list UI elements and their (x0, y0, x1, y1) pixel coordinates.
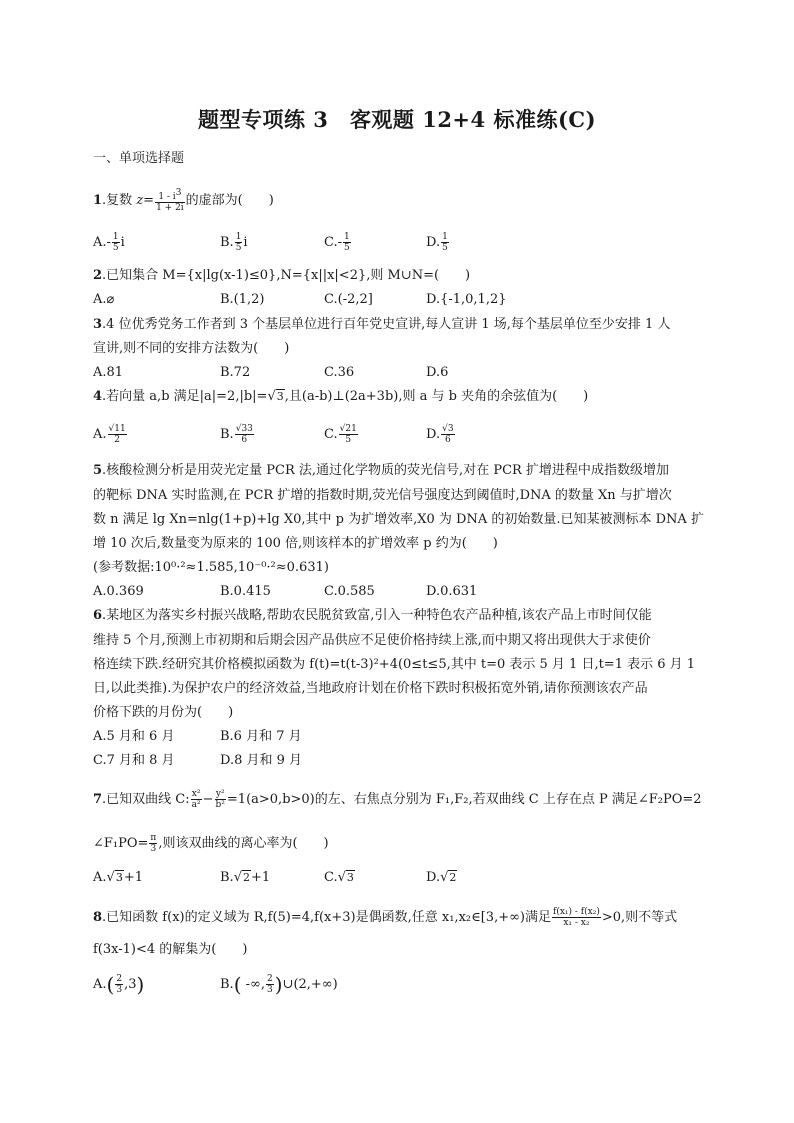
question-8-option-a: A.( $\frac{2}{3}$ ,3) (93, 972, 145, 997)
question-3-option-a: A.81 (93, 365, 124, 380)
question-5-line-4: 增 10 次后,数量变为原来的 100 倍,则该样本的扩增效率 p 约为( ) (93, 536, 498, 551)
question-5-option-c: C.0.585 (324, 584, 375, 599)
question-1-option-b: B. $\frac{1}{5}$ i (220, 232, 248, 253)
question-3-option-c: C.36 (324, 365, 355, 380)
question-2-stem: 2.已知集合 M={x|lg(x-1)≤0},N={x||x|<2},则 M∪N=( ) (93, 268, 471, 283)
question-7-option-b: B.√2+1 (220, 870, 271, 885)
question-6-line-4: 日,以此类推).为保护农户的经济效益,当地政府计划在价格下跌时积极拓宽外销,请你预测该农产品 (93, 681, 648, 696)
question-1-option-a: A.- $\frac{1}{5}$ i (93, 232, 125, 253)
question-3-option-d: D.6 (426, 365, 449, 380)
question-3-line-2: 宣讲,则不同的安排方法数为( ) (93, 341, 290, 356)
question-2-option-c: C.(-2,2] (324, 292, 373, 307)
question-4-option-c: C. $\frac{√21}{5}$ (324, 424, 357, 445)
question-5-line-2: 的靶标 DNA 实时监测,在 PCR 扩增的指数时期,荧光信号强度达到阈值时,DNA 的数量 Xn 与扩增次 (93, 488, 672, 503)
question-7-line-1: 7.已知双曲线 C: $\frac{\text{x²}}{\text{a²}}$ − $\frac{\text{y²}}{\text{b²}}$ =1(a>0,b>0)的左、右焦点分别为 F₁,F₂,若双曲线 C 上存在点 P 满足∠F₂PO=2 (93, 789, 702, 810)
question-1-stem: 1.复数 z= $\frac{1 - i^3}{1 + 2i}$ 的虚部为( ) (93, 188, 274, 213)
question-2-option-d: D.{-1,0,1,2} (426, 292, 507, 307)
question-6-line-1: 6.某地区为落实乡村振兴战略,帮助农民脱贫致富,引入一种特色农产品种植,该农产品上市时间仅能 (93, 608, 652, 623)
question-4-option-d: D. $\frac{√3}{6}$ (426, 424, 454, 445)
question-3-option-b: B.72 (220, 365, 251, 380)
question-7-option-c: C.√3 (324, 870, 354, 885)
question-3-line-1: 3.4 位优秀党务工作者到 3 个基层单位进行百年党史宣讲,每人宣讲 1 场,每个基层单位至少安排 1 人 (93, 317, 671, 332)
question-8-line-2: f(3x-1)<4 的解集为( ) (93, 942, 248, 957)
question-1-option-d: D. $\frac{1}{5}$ (426, 232, 448, 253)
question-6-option-c: C.7 月和 8 月 (93, 753, 175, 768)
question-5-option-d: D.0.631 (426, 584, 478, 599)
question-1-option-c: C.- $\frac{1}{5}$ (324, 232, 350, 253)
question-5-option-a: A.0.369 (93, 584, 144, 599)
section-heading: 一、单项选择题 (93, 151, 185, 166)
page-title: 题型专项练 3 客观题 12+4 标准练(C) (197, 107, 597, 132)
question-6-option-d: D.8 月和 9 月 (220, 753, 303, 768)
question-5-line-3: 数 n 满足 lg Xn=nlg(1+p)+lg X0,其中 p 为扩增效率,X0 为 DNA 的初始数量.已知某被测标本 DNA 扩 (93, 512, 704, 527)
q1-fraction: $\frac{1 - i^3}{1 + 2i}$ (156, 188, 184, 213)
question-6-option-a: A.5 月和 6 月 (93, 729, 175, 744)
question-2-option-b: B.(1,2) (220, 292, 265, 307)
question-2-option-a: A.⌀ (93, 292, 115, 307)
question-4-option-a: A. $\frac{√11}{2}$ (93, 424, 126, 445)
question-7-line-2: ∠F₁PO= $\frac{\pi}{3}$ ,则该双曲线的离心率为( ) (93, 833, 329, 854)
question-4-stem: 4.若向量 a,b 满足|a|=2,|b|=√3,且(a-b)⊥(2a+3b),则 a 与 b 夹角的余弦值为( ) (93, 389, 589, 404)
question-8-line-1: 8.已知函数 f(x)的定义域为 R,f(5)=4,f(x+3)是偶函数,任意 x₁,x₂∈[3,+∞)满足 $\frac{\text{f(x₁) - f(x₂)}}{\text{x₁ - x₂}}$ >0,则不等式 (93, 907, 678, 928)
question-5-line-1: 5.核酸检测分析是用荧光定量 PCR 法,通过化学物质的荧光信号,对在 PCR 扩增进程中成指数级增加 (93, 463, 669, 478)
question-5-reference: (参考数据:10⁰·²≈1.585,10⁻⁰·²≈0.631) (93, 560, 329, 575)
question-6-line-3: 格连续下跌.经研究其价格模拟函数为 f(t)=t(t-3)²+4(0≤t≤5,其中 t=0 表示 5 月 1 日,t=1 表示 6 月 1 (93, 657, 696, 672)
question-8-option-b: B.( -∞, $\frac{2}{3}$ )∪(2,+∞) (220, 972, 338, 997)
question-5-option-b: B.0.415 (220, 584, 271, 599)
question-6-option-b: B.6 月和 7 月 (220, 729, 302, 744)
question-7-option-d: D.√2 (426, 870, 457, 885)
question-6-line-2: 维持 5 个月,预测上市初期和后期会因产品供应不足使价格持续上涨,而中期又将出现供大于求使价 (93, 633, 651, 648)
question-4-option-b: B. $\frac{√33}{6}$ (220, 424, 253, 445)
question-7-option-a: A.√3+1 (93, 870, 143, 885)
question-6-line-5: 价格下跌的月份为( ) (93, 705, 234, 720)
